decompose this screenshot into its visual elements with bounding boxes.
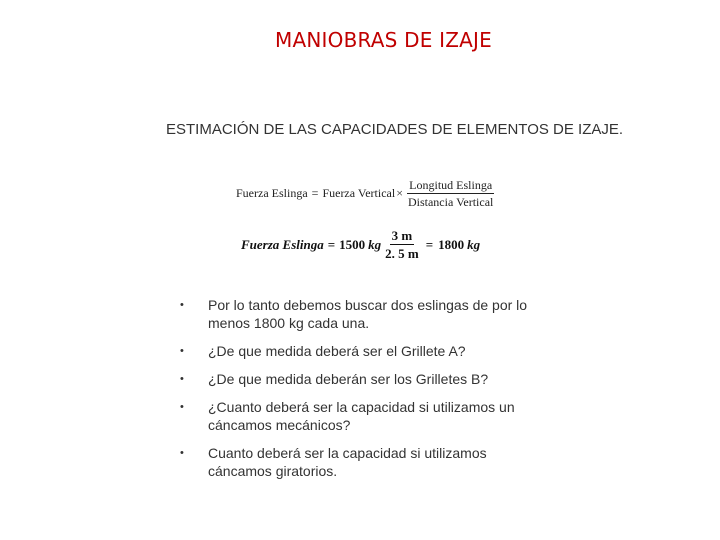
calc-result-unit: kg bbox=[467, 236, 481, 252]
formula-times: × bbox=[396, 186, 403, 200]
list-item-text: ¿De que medida deberá ser el Grillete A? bbox=[208, 343, 466, 359]
fraction-denominator: Distancia Vertical bbox=[407, 195, 494, 209]
formula-fraction bbox=[406, 178, 495, 209]
bullet-marker: • bbox=[180, 345, 184, 357]
calc-equals: = bbox=[327, 236, 336, 252]
calc-fraction bbox=[383, 228, 421, 261]
calc-numerator: 3 m bbox=[391, 228, 413, 243]
calc-denominator: 2. 5 m bbox=[385, 246, 419, 261]
calc-value: 1500 bbox=[339, 236, 366, 252]
list-item bbox=[180, 444, 550, 480]
calc-equals-2: = bbox=[425, 236, 434, 252]
bullet-marker: • bbox=[180, 299, 184, 311]
list-item-text: ¿De que medida deberán ser los Grilletes B? bbox=[208, 371, 489, 387]
list-item-text: ¿Cuanto deberá ser la capacidad si utilizamos un cáncamos mecánicos? bbox=[208, 399, 515, 433]
calc-result: 1800 bbox=[438, 236, 465, 252]
calc-lhs: Fuerza Eslinga bbox=[241, 236, 324, 252]
list-item bbox=[180, 370, 550, 388]
formula-lhs: Fuerza Eslinga bbox=[236, 186, 308, 200]
calc-unit: kg bbox=[368, 236, 382, 252]
list-item bbox=[180, 296, 550, 332]
question-list bbox=[180, 296, 550, 490]
page-title: MANIOBRAS DE IZAJE bbox=[275, 28, 492, 52]
sling-force-calculation bbox=[241, 228, 480, 261]
bullet-marker: • bbox=[180, 401, 184, 413]
formula-term: Fuerza Vertical bbox=[322, 186, 396, 200]
list-item bbox=[180, 398, 550, 434]
bullet-marker: • bbox=[180, 373, 184, 385]
section-subtitle: ESTIMACIÓN DE LAS CAPACIDADES DE ELEMENTOS DE IZAJE. bbox=[166, 121, 624, 138]
bullet-marker: • bbox=[180, 447, 184, 459]
list-item bbox=[180, 342, 550, 360]
list-item-text: Cuanto deberá ser la capacidad si utilizamos cáncamos giratorios. bbox=[208, 445, 487, 479]
fraction-numerator: Longitud Eslinga bbox=[409, 178, 493, 192]
formula-equals: = bbox=[311, 186, 319, 200]
sling-force-formula bbox=[236, 178, 495, 209]
list-item-text: Por lo tanto debemos buscar dos eslingas de por lo menos 1800 kg cada una. bbox=[208, 297, 528, 331]
